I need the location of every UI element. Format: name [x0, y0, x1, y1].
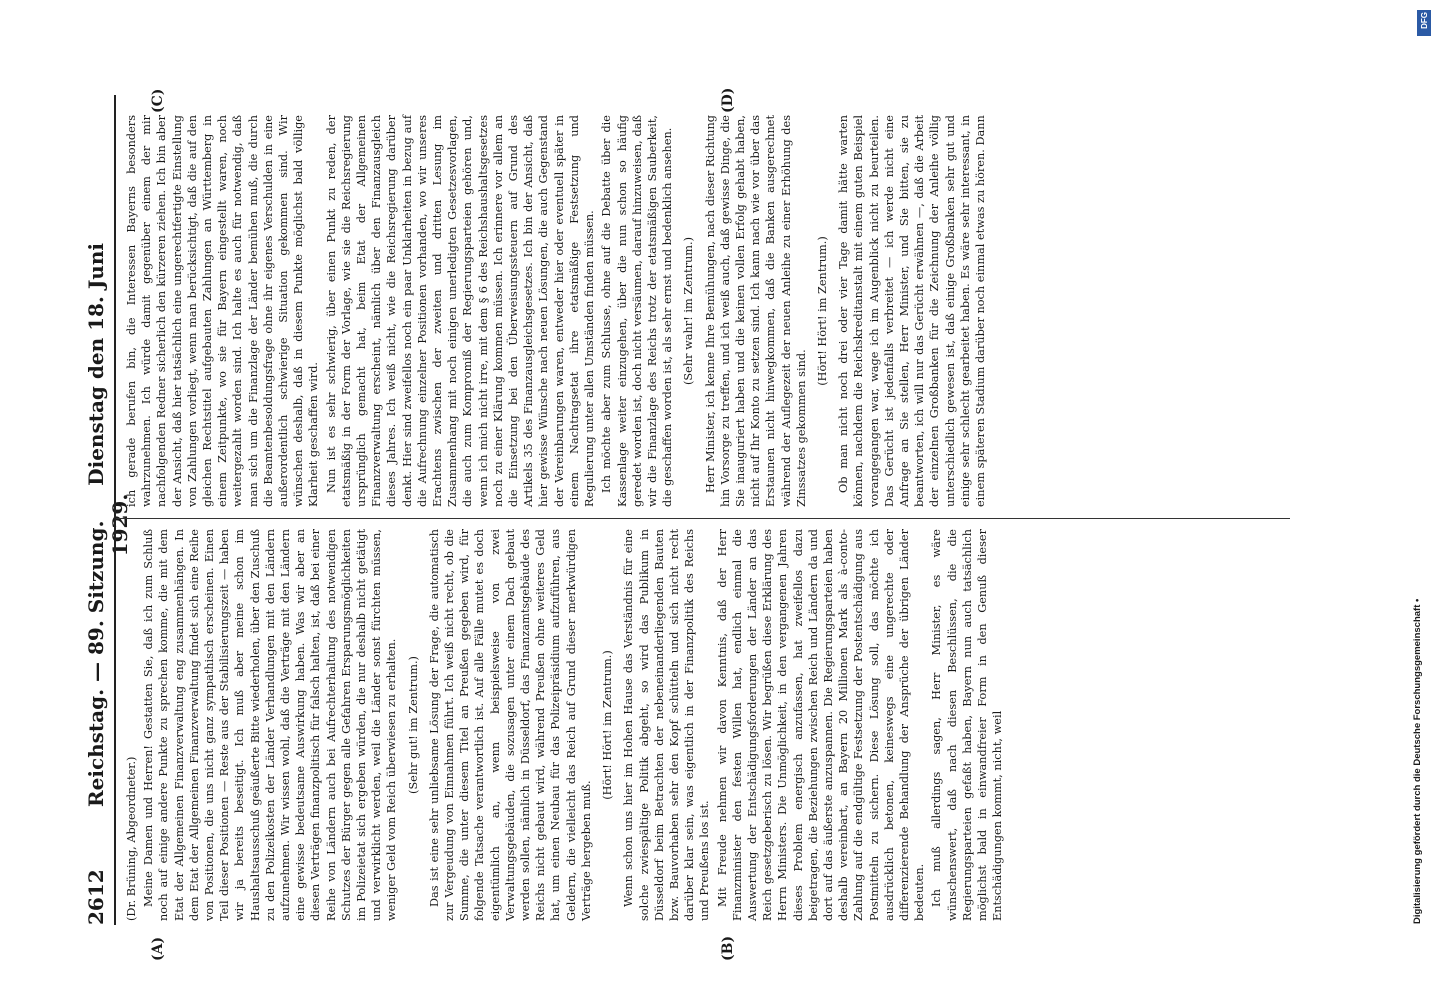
credit-text: Digitalisierung gefördert durch die Deutsche Forschungsgemeinschaft • — [1412, 598, 1423, 924]
paragraph: ich gerade berufen bin, die Interessen Bayerns besonders wahrzunehmen. Ich würde damit gegenüber einem der mir nachfolgenden Redner sicherlich den kürzeren ziehen. Ich bin aber der Ansicht, daß hier tatsächlich eine ungerechtfertigte Einstellung von Zahlungen vorliegt, wenn man berücksichtigt, daß die auf den gleichen Rechtstitel aufgebauten Zahlungen an Württemberg in einem Zeitpunkte, wo sie für Bayern eingestellt waren, noch weitergezahlt worden sind. Ich halte es auch für notwendig, daß man sich um die Finanzlage der Länder bemühen muß, die durch die Beamtenbesoldungsfrage ohne ihr eigenes Verschulden in eine außerordentlich schwierige Situation gekommen sind. Wir wünschen deshalb, daß in diesem Punkte möglichst bald völlige Klarheit geschaffen wird. — [125, 115, 321, 507]
paragraph: Herr Minister, ich kenne Ihre Bemühungen, nach dieser Richtung hin Vorsorge zu treffen, und ich weiß auch, daß gewisse Dinge, die Sie inauguriert haben und die keinen vollen Erfolg gehabt haben, nicht auf Ihr Konto zu setzen sind. Ich kann nach wie vor über das Erstaunen nicht hinwegkommen, daß die Banken ausgerechnet während der Auflegezeit der neuen Anleihe zu einer Erhöhung des Zinssatzes gekommen sind. — [703, 115, 808, 507]
left-column — [124, 529, 1007, 921]
speaker-line: (Dr. Brüning, Abgeordneter.) — [125, 756, 138, 921]
margin-marker-b: (B) — [720, 935, 736, 961]
page-number: 2612 — [84, 869, 108, 925]
margin-marker-a: (A) — [150, 936, 166, 961]
dfg-logo: DFG — [1417, 10, 1431, 36]
running-title-right: Dienstag den 18. Juni 1929. — [84, 243, 132, 557]
margin-marker-d: (D) — [720, 87, 736, 113]
margin-marker-c: (C) — [150, 88, 166, 113]
paragraph: Wenn schon uns hier im Hohen Hause das Verständnis für eine solche zwiespältige Politik abgeht, so wird das Publikum in Düsseldorf beim Betrachten der nebeneinanderliegenden Bauten bzw. Bauvorhaben sehr den Kopf schütteln und sich nicht recht darüber klar sein, was eigentlich in der Finanzpolitik des Reichs und Preußens los ist. — [622, 529, 712, 921]
paragraph: Das ist eine sehr unliebsame Lösung der Frage, die automatisch zur Vergeudung von Einnahmen führt. Ich weiß nicht recht, ob die Summe, die unter diesem Titel an Preußen gegeben wird, für folgende Tatsache verantwortlich ist. Auf alle Fälle mutet es doch eigentümlich an, wenn beispielsweise von zwei Verwaltungsgebäuden, die sozusagen unter einem Dach gebaut werden sollen, nämlich in Düsseldorf, das Finanzamtsgebäude des Reichs nicht gebaut wird, während Preußen ohne weiteres Geld hat, um einen Neubau für das Polizeipräsidium aufzuführen, aus Geldern, die vielleicht das Reich auf Grund dieser merkwürdigen Verträge hergeben muß. — [427, 529, 593, 921]
paragraph: Ich möchte aber zum Schlusse, ohne auf die Debatte über die Kassenlage weiter einzugehen, über die nun schon so häufig geredet worden ist, doch nicht versäumen, darauf hinzuweisen, daß wir die Finanzlage des Reichs trotz der etatsmäßigen Sauberkeit, die geschaffen worden ist, als sehr ernst und bedenklich ansehen. — [600, 115, 675, 507]
paragraph: Meine Damen und Herren! Gestatten Sie, daß ich zum Schluß noch auf einige andere Punkte zu sprechen komme, die mit dem Etat der Allgemeinen Finanzverwaltung eng zusammenhängen. In dem Etat der Allgemeinen Finanzverwaltung findet sich eine Reihe von Positionen, die uns nicht ganz sympathisch erscheinen. Einen Teil dieser Positionen — Reste aus der Stabilisierungszeit — haben wir ja bereits beseitigt. Ich muß aber meine schon im Haushaltsausschuß geäußerte Bitte wiederholen, über den Zuschuß zu den Polizeikosten der Länder Verhandlungen mit den Ländern aufzunehmen. Wir wissen wohl, daß die Verträge mit den Ländern eine gewisse bedeutsame Auswirkung haben. Was wir aber an diesen Verträgen finanzpolitisch für falsch halten, ist, daß bei einer Reihe von Ländern auch bei Aufrechterhaltung des notwendigen Schutzes der Bürger gegen alle Gefahren Ersparungsmöglichkeiten im Polizeietat sich ergeben würden, die nur deshalb nicht getätigt und verwirklicht werden, weil die Länder sonst fürchten müssen, weniger Geld vom Reich überwiesen zu erhalten. — [142, 529, 399, 921]
interjection: (Sehr gut! im Zentrum.) — [406, 656, 420, 794]
paragraph: Ich muß allerdings sagen, Herr Minister, es wäre wünschenswert, daß nach diesen Beschlüssen, die die Regierungsparteien gefaßt haben, Bayern nun auch tatsächlich möglichst bald in einwandfreier Form in den Genuß dieser Entschädigungen kommt, nicht, weil — [930, 529, 1005, 921]
paragraph: Ob man nicht noch drei oder vier Tage damit hätte warten können, nachdem die Reichskreditanstalt mit einem guten Beispiel vorangegangen war, wage ich im Augenblick nicht zu beurteilen. Das Gerücht ist jedenfalls verbreitet — ich werde nicht eine Anfrage an Sie stellen, Herr Minister, und Sie bitten, sie zu beantworten, ich will nur das Gerücht erwähnen —, daß die Arbeit der einzelnen Großbanken für die Zeichnung der Anleihe völlig unterschiedlich gewesen ist, daß einige Großbanken sehr gut und einige sehr schlecht gearbeitet haben. Es wäre sehr interessant, in einem späteren Stadium darüber noch einmal etwas zu hören. Dann — [837, 115, 987, 507]
interjection: (Sehr wahr! im Zentrum.) — [682, 237, 696, 385]
right-column — [124, 115, 990, 507]
paragraph: Mit Freude nehmen wir davon Kenntnis, daß der Herr Finanzminister den festen Willen hat, endlich einmal die Auswertung der Entschädigungsforderungen der Länder an das Reich gesetzgeberisch zu lösen. Wir begrüßen diese Erklärung des Herrn Ministers. Die Unmöglichkeit, in den vergangenen Jahren dieses Problem energisch anzufassen, hat zweifellos dazu beigetragen, die Beziehungen zwischen Reich und Ländern da und dort auf das äußerste anzuspannen. Die Regierungsparteien haben deshalb vereinbart, an Bayern 20 Millionen Mark als à-conto-Zahlung auf die endgültige Festsetzung der Postentschädigung aus Postmitteln zu sichern. Diese Lösung soll, das möchte ich ausdrücklich betonen, keineswegs eine ungerechte oder differenzierende Behandlung der Ansprüche der übrigen Länder bedeuten. — [715, 529, 927, 921]
header-rule — [114, 95, 116, 925]
interjection: (Hört! Hört! im Zentrum.) — [815, 236, 829, 386]
paragraph: Nun ist es sehr schwierig, über einen Punkt zu reden, der etatsmäßig in der Form der Vorlage, wie sie die Reichsregierung ursprünglich gemacht hat, beim Etat der Allgemeinen Finanzverwaltung erscheint, nämlich über den Finanzausgleich dieses Jahres. Ich weiß nicht, wie die Reichsregierung darüber denkt. Hier sind zweifellos noch ein paar Unklarheiten in bezug auf die Aufrechnung einzelner Positionen vorhanden, wo wir unseres Erachtens zwischen der zweiten und dritten Lesung im Zusammenhang mit noch einigen unerledigten Gesetzesvorlagen, die auch zum Kompromiß der Regierungsparteien gehören und, wenn ich mich nicht irre, mit dem § 6 des Reichshaushaltsgesetzes noch zu einer Klärung kommen müssen. Ich erinnere vor allem an die Einsetzung bei den Überweisungssteuern auf Grund des Artikels 35 des Finanzausgleichsgesetzes. Ich bin der Ansicht, daß hier gewisse Wünsche nach neuen Lösungen, die auch Gegenstand der Vereinbarungen waren, entweder hier oder eventuell später in einem Nachtragsetat ihre etatsmäßige Festsetzung und Regulierung unter allen Umständen finden müssen. — [324, 115, 597, 507]
interjection: (Hört! Hört! im Zentrum.) — [601, 650, 615, 800]
rotated-page — [80, 87, 1310, 961]
column-divider — [116, 518, 1290, 519]
running-title-left: Reichstag. — 89. Sitzung. — [84, 520, 108, 807]
digitization-credit — [1412, 44, 1430, 1004]
